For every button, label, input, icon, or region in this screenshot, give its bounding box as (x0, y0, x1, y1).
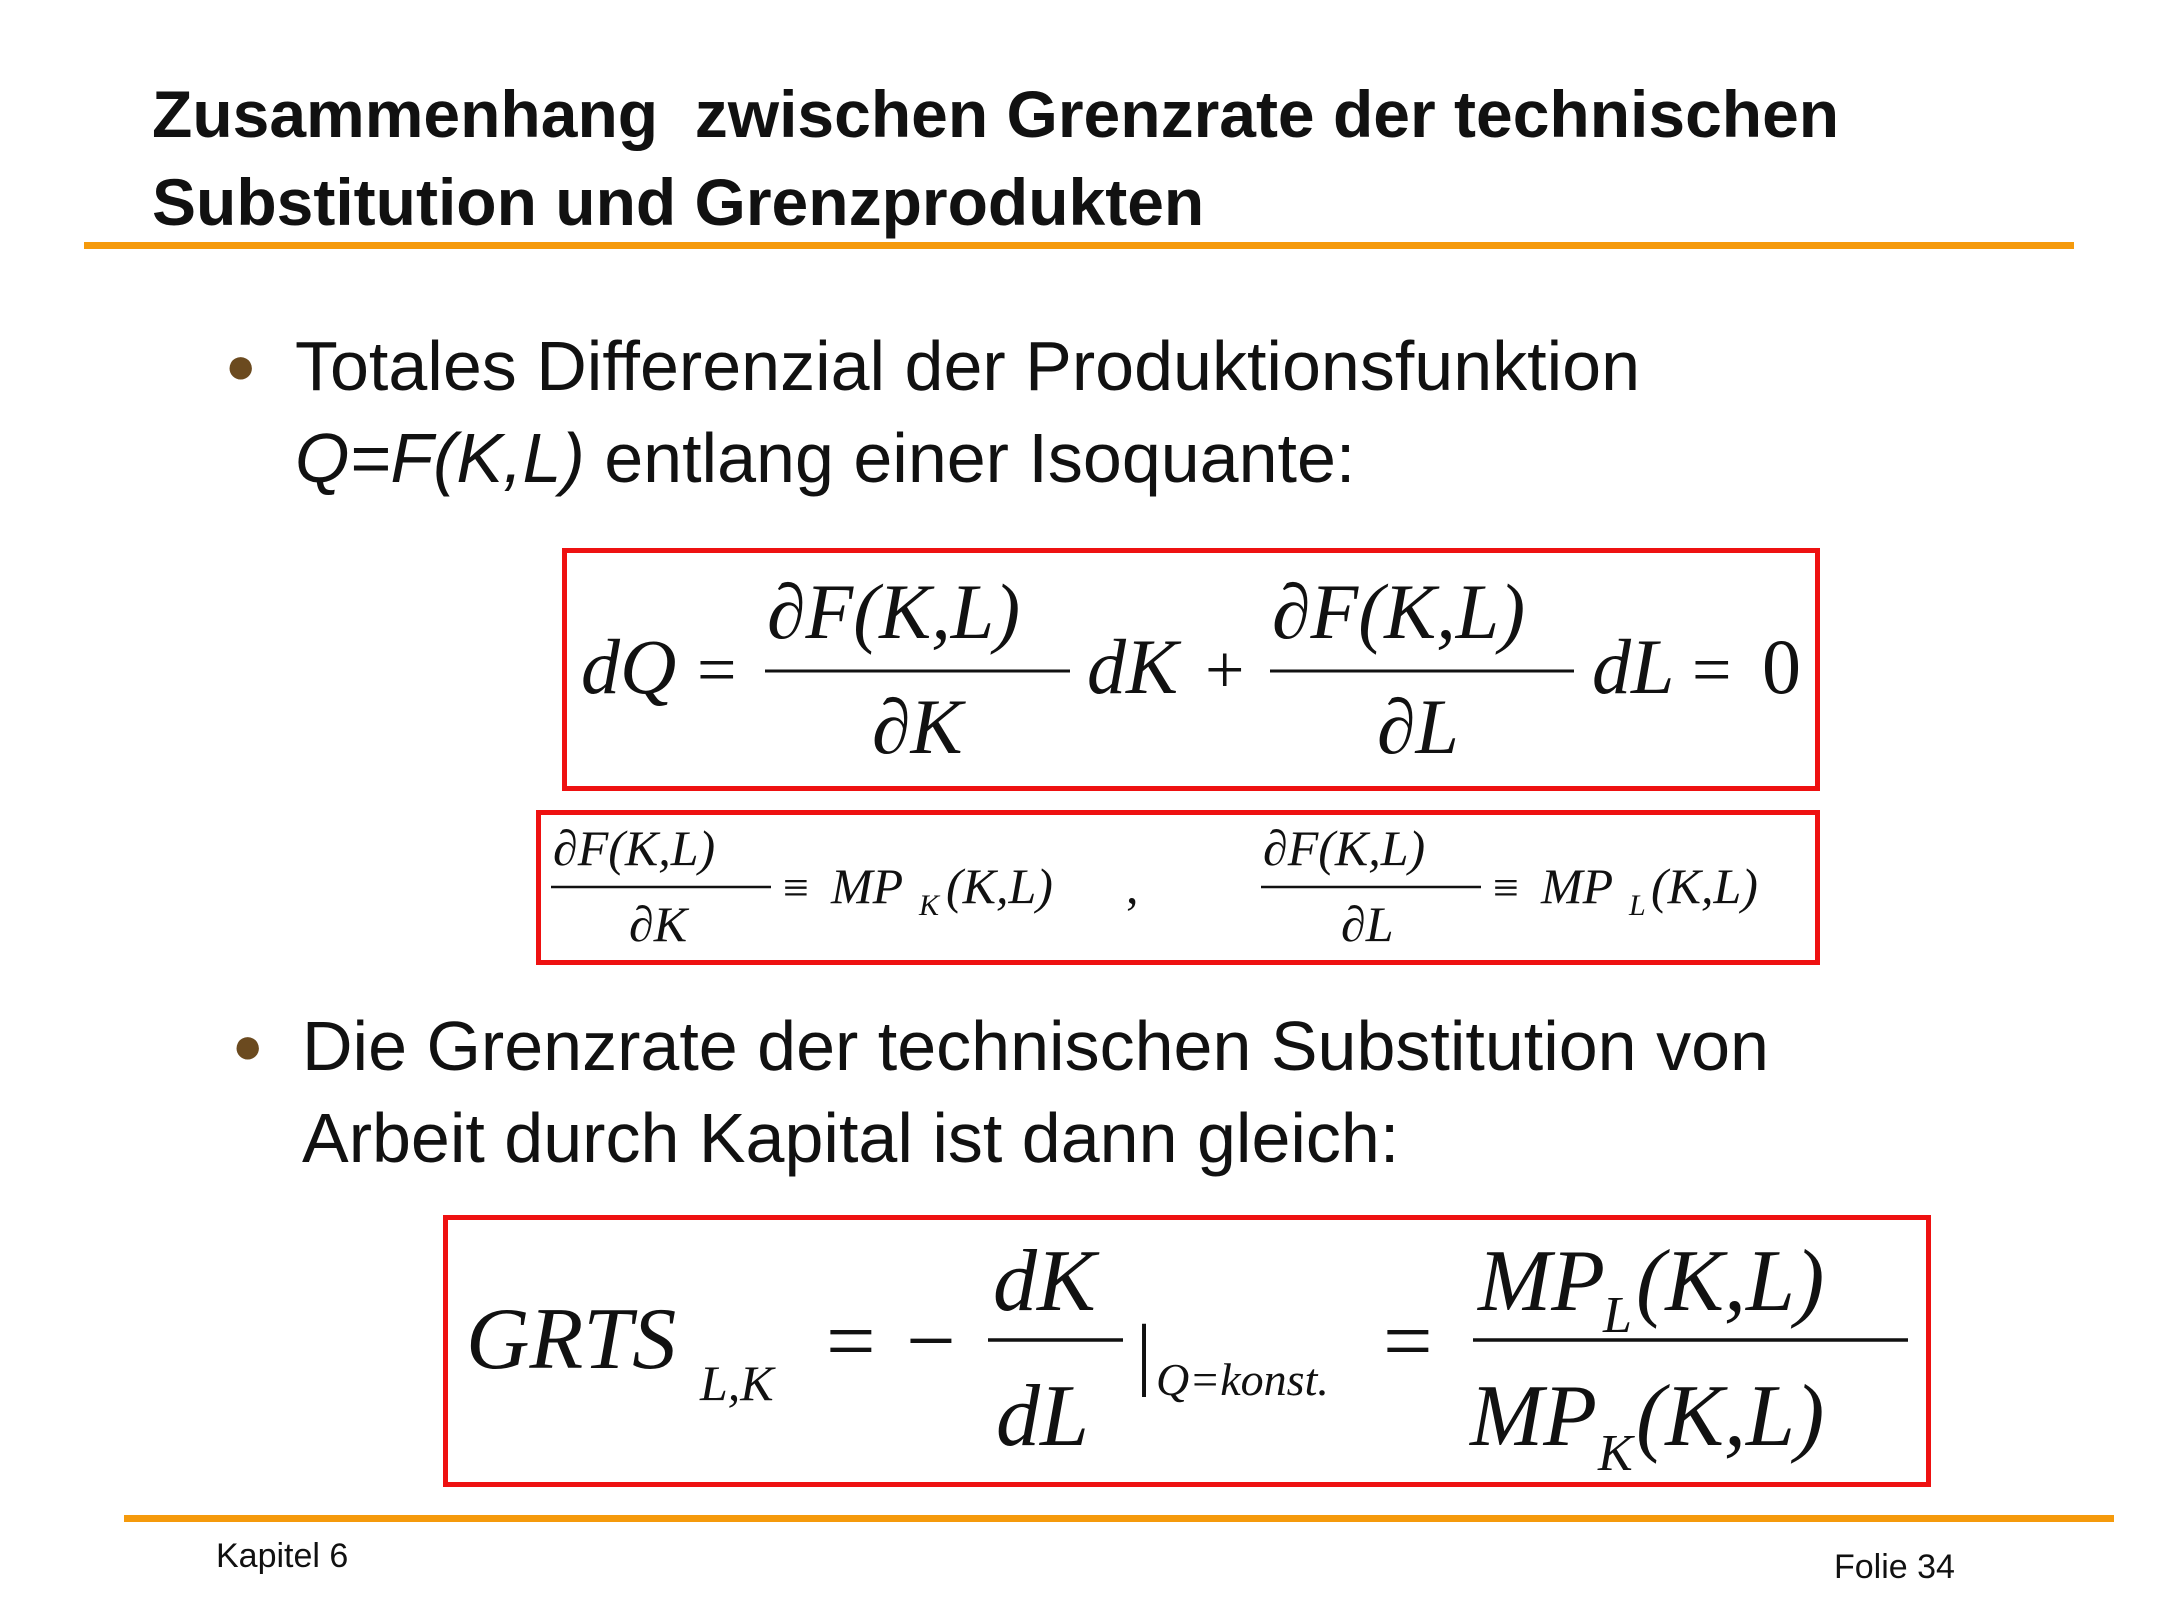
title-line-1: Zusammenhang zwischen Grenzrate der technischen (152, 77, 1840, 151)
bullet-dot-icon: ● (232, 1017, 264, 1075)
mp-k-label: MP (831, 858, 904, 914)
total-differential-equation (567, 553, 1815, 786)
mp-equiv-2: ≡ (1493, 862, 1519, 913)
mp-den-1: ∂K (629, 896, 688, 952)
grts-minus: − (906, 1293, 956, 1390)
mp-den-2: ∂L (1341, 896, 1394, 952)
bullet-grts (232, 1000, 1769, 1184)
footer-chapter: Kapitel 6 (216, 1537, 349, 1575)
eq-den-1: ∂K (872, 683, 963, 770)
grts-equals-2: = (1383, 1293, 1433, 1390)
mp-l-subscript: L (1629, 889, 1646, 922)
grts-bar: | (1136, 1310, 1153, 1398)
footer-divider (124, 1515, 2114, 1522)
grts-num: dK (993, 1233, 1096, 1330)
mp-equiv-1: ≡ (783, 862, 809, 913)
mp-l-args: (K,L) (1651, 858, 1758, 914)
eq-plus: + (1205, 632, 1245, 709)
eq-dl: dL (1592, 623, 1675, 710)
eq-dq: dQ (581, 623, 677, 710)
slide-title (152, 70, 2052, 246)
grts-rden-args: (K,L) (1636, 1368, 1825, 1465)
title-line-2: Substitution und Grenzprodukten (152, 165, 1205, 239)
mp-num-2: ∂F(K,L) (1263, 820, 1426, 876)
bullet-1-line-2-rest: entlang einer Isoquante: (584, 419, 1356, 497)
grts-rnum: MP (1478, 1233, 1606, 1330)
grts-equation (448, 1220, 1926, 1482)
mp-k-args: (K,L) (946, 858, 1053, 914)
marginal-products-equation (541, 815, 1815, 960)
mp-comma: , (1126, 858, 1139, 914)
eq-zero: 0 (1762, 623, 1801, 710)
mp-num-1: ∂F(K,L) (553, 820, 716, 876)
eq-num-1: ∂F(K,L) (767, 568, 1021, 655)
grts-rnum-subscript: L (1603, 1287, 1632, 1344)
eq-num-2: ∂F(K,L) (1272, 568, 1526, 655)
grts-den: dL (996, 1368, 1089, 1465)
eq-den-2: ∂L (1377, 683, 1459, 770)
bullet-dot-icon: ● (225, 337, 257, 395)
production-function-label: Q=F(K,L) (295, 419, 585, 497)
mp-l-label: MP (1541, 858, 1614, 914)
grts-rden: MP (1470, 1368, 1598, 1465)
grts-lhs: GRTS (466, 1291, 677, 1388)
bullet-1-line-1: Totales Differenzial der Produktionsfunktion (295, 327, 1641, 405)
grts-subscript: L,K (700, 1355, 774, 1411)
eq-dk: dK (1087, 623, 1179, 710)
grts-rnum-args: (K,L) (1636, 1233, 1825, 1330)
eq-equals-1: = (697, 632, 737, 709)
title-divider (84, 242, 2074, 249)
grts-rden-subscript: K (1598, 1425, 1633, 1482)
total-differential-box (562, 548, 1820, 791)
bullet-total-differential (225, 320, 1641, 504)
mp-k-subscript: K (919, 889, 940, 922)
grts-equals-1: = (826, 1293, 876, 1390)
marginal-products-box (536, 810, 1820, 965)
grts-condition: Q=konst. (1156, 1354, 1329, 1405)
footer-slide-number: Folie 34 (1834, 1548, 1955, 1586)
grts-box (443, 1215, 1931, 1487)
bullet-2-line-1: Die Grenzrate der technischen Substitution von (302, 1007, 1769, 1085)
eq-equals-2: = (1692, 632, 1732, 709)
bullet-2-line-2: Arbeit durch Kapital ist dann gleich: (302, 1099, 1400, 1177)
bullet-1-line-2 (295, 412, 1640, 504)
